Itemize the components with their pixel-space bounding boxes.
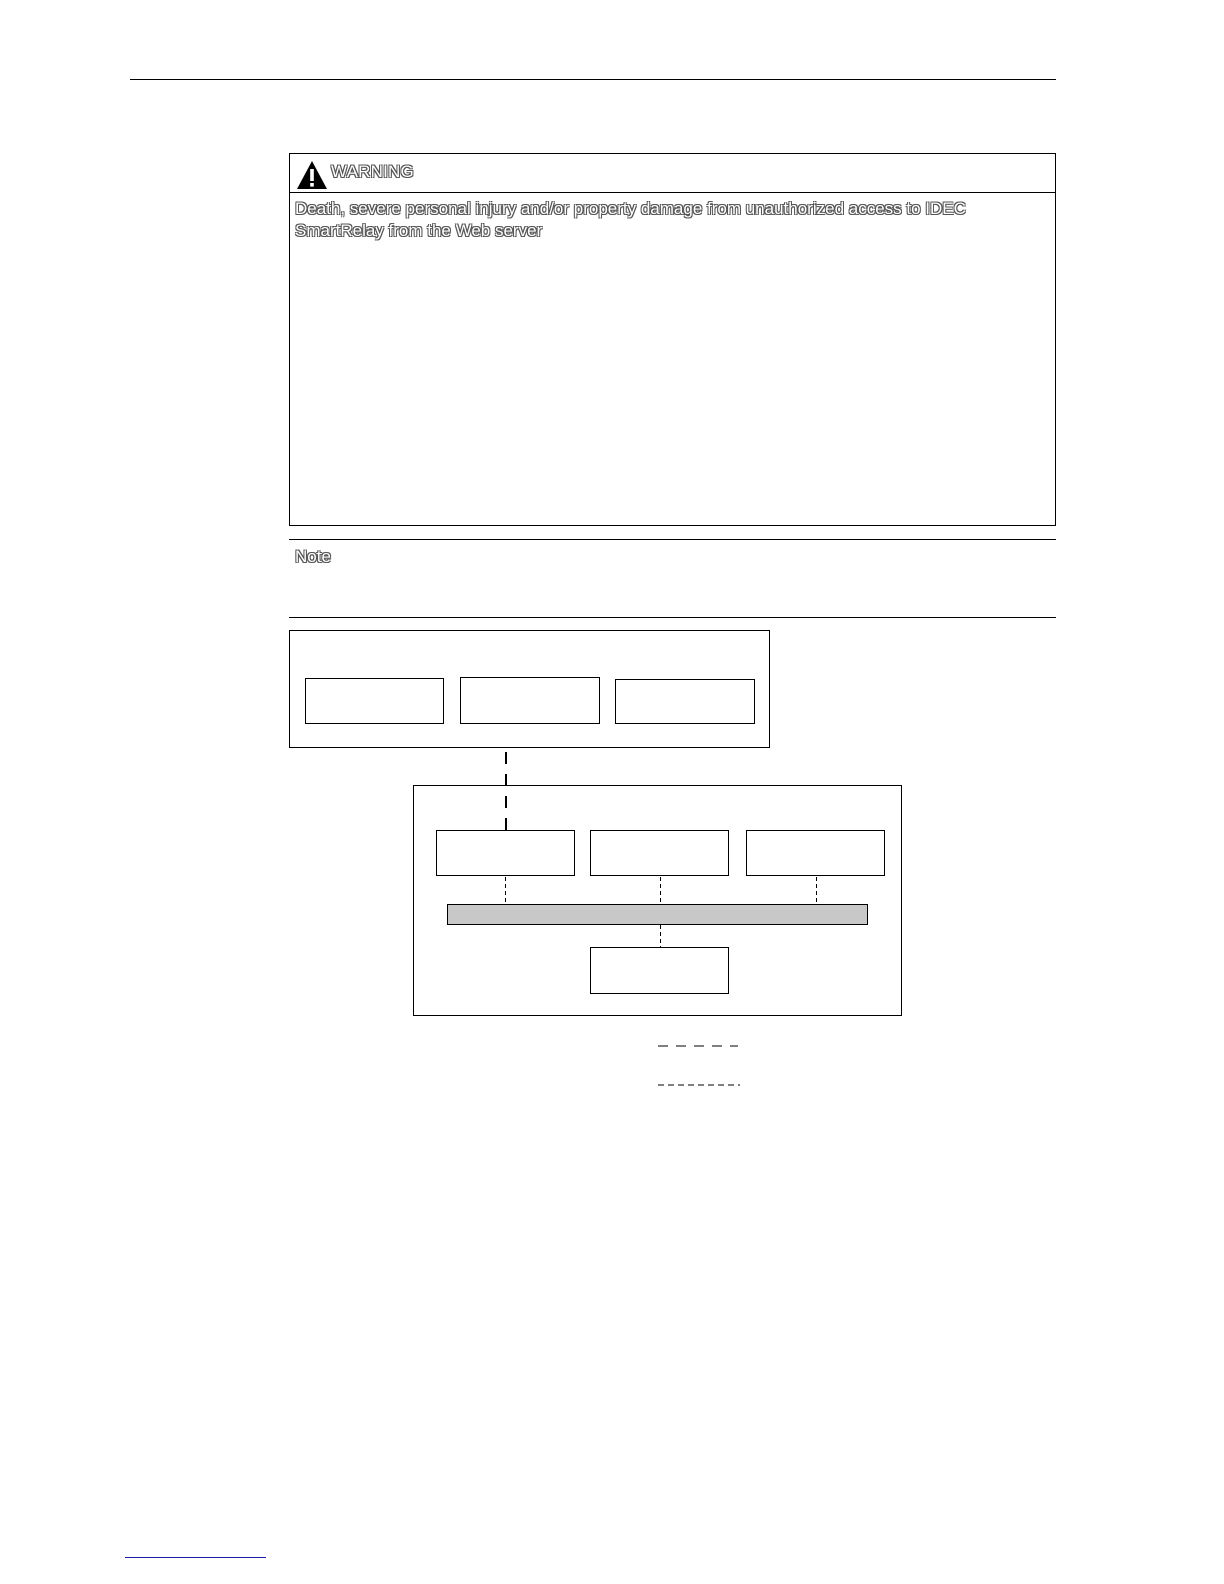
warning-text: Death, severe personal injury and/or property damage from unauthorized access to IDEC SmartRelay from the Web server <box>295 199 966 240</box>
outer-box-2 <box>461 678 600 724</box>
inner-bottom-box <box>591 948 729 994</box>
outer-box-1 <box>306 679 444 724</box>
inner-box-3 <box>747 831 885 876</box>
note-label: Note <box>295 547 331 566</box>
outer-box-3 <box>616 680 755 724</box>
warning-title: WARNING <box>331 162 414 181</box>
bus-bar <box>448 905 868 925</box>
inner-box-1 <box>437 831 575 876</box>
footer-link-rule <box>125 1557 266 1558</box>
inner-box-2 <box>591 831 729 876</box>
